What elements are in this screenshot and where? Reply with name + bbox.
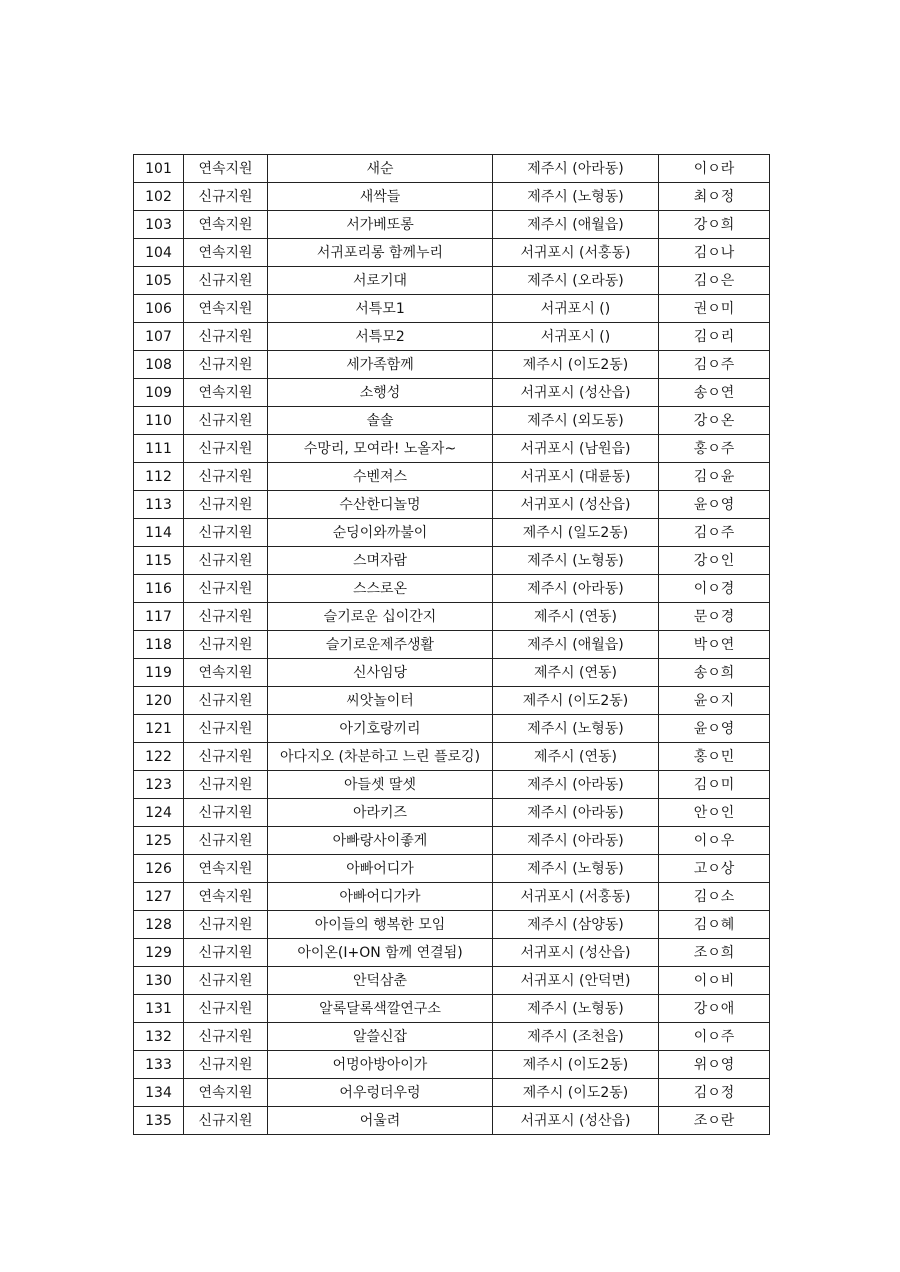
support-type-cell: 신규지원 <box>184 183 268 211</box>
representative-cell: 홍ㅇ민 <box>659 743 770 771</box>
group-name-cell: 아기호랑끼리 <box>268 715 493 743</box>
support-type-cell: 신규지원 <box>184 463 268 491</box>
table-row <box>134 295 770 323</box>
representative-cell: 김ㅇ정 <box>659 1079 770 1107</box>
row-number-cell: 114 <box>134 519 184 547</box>
representative-cell: 문ㅇ경 <box>659 603 770 631</box>
region-cell: 제주시 (일도2동) <box>493 519 659 547</box>
support-type-cell: 신규지원 <box>184 771 268 799</box>
representative-cell: 권ㅇ미 <box>659 295 770 323</box>
table-row <box>134 799 770 827</box>
group-name-cell: 신사임당 <box>268 659 493 687</box>
group-name-cell: 소행성 <box>268 379 493 407</box>
table-row <box>134 603 770 631</box>
representative-cell: 송ㅇ연 <box>659 379 770 407</box>
group-name-cell: 아이들의 행복한 모임 <box>268 911 493 939</box>
group-name-cell: 수벤져스 <box>268 463 493 491</box>
region-cell: 제주시 (아라동) <box>493 827 659 855</box>
representative-cell: 이ㅇ주 <box>659 1023 770 1051</box>
region-cell: 제주시 (이도2동) <box>493 1051 659 1079</box>
representative-cell: 박ㅇ연 <box>659 631 770 659</box>
table-row <box>134 1107 770 1135</box>
representative-cell: 최ㅇ정 <box>659 183 770 211</box>
table-row <box>134 1079 770 1107</box>
row-number-cell: 129 <box>134 939 184 967</box>
table-row <box>134 351 770 379</box>
representative-cell: 김ㅇ소 <box>659 883 770 911</box>
table-row <box>134 575 770 603</box>
group-name-cell: 아라키즈 <box>268 799 493 827</box>
representative-cell: 고ㅇ상 <box>659 855 770 883</box>
representative-cell: 강ㅇ희 <box>659 211 770 239</box>
table-row <box>134 183 770 211</box>
group-name-cell: 서특모2 <box>268 323 493 351</box>
row-number-cell: 128 <box>134 911 184 939</box>
support-type-cell: 신규지원 <box>184 743 268 771</box>
representative-cell: 강ㅇ온 <box>659 407 770 435</box>
region-cell: 서귀포시 (성산읍) <box>493 491 659 519</box>
table-row <box>134 687 770 715</box>
region-cell: 제주시 (외도동) <box>493 407 659 435</box>
support-type-cell: 신규지원 <box>184 799 268 827</box>
region-cell: 서귀포시 (대륜동) <box>493 463 659 491</box>
region-cell: 제주시 (노형동) <box>493 547 659 575</box>
group-name-cell: 아빠어디가카 <box>268 883 493 911</box>
group-name-cell: 아들셋 딸셋 <box>268 771 493 799</box>
table-row <box>134 155 770 183</box>
table-row <box>134 1023 770 1051</box>
group-name-cell: 수산한디놀멍 <box>268 491 493 519</box>
region-cell: 서귀포시 (서홍동) <box>493 883 659 911</box>
representative-cell: 김ㅇ나 <box>659 239 770 267</box>
row-number-cell: 121 <box>134 715 184 743</box>
row-number-cell: 134 <box>134 1079 184 1107</box>
group-name-cell: 알쓸신잡 <box>268 1023 493 1051</box>
representative-cell: 김ㅇ주 <box>659 519 770 547</box>
support-type-cell: 신규지원 <box>184 435 268 463</box>
group-list-table <box>133 154 770 1135</box>
row-number-cell: 130 <box>134 967 184 995</box>
support-type-cell: 신규지원 <box>184 715 268 743</box>
region-cell: 서귀포시 (성산읍) <box>493 379 659 407</box>
representative-cell: 김ㅇ윤 <box>659 463 770 491</box>
support-type-cell: 신규지원 <box>184 519 268 547</box>
group-name-cell: 알록달록색깔연구소 <box>268 995 493 1023</box>
group-name-cell: 아이온(I+ON 함께 연결됨) <box>268 939 493 967</box>
support-type-cell: 신규지원 <box>184 1107 268 1135</box>
support-type-cell: 신규지원 <box>184 911 268 939</box>
row-number-cell: 115 <box>134 547 184 575</box>
region-cell: 제주시 (이도2동) <box>493 1079 659 1107</box>
support-type-cell: 연속지원 <box>184 379 268 407</box>
support-type-cell: 연속지원 <box>184 155 268 183</box>
row-number-cell: 135 <box>134 1107 184 1135</box>
representative-cell: 김ㅇ혜 <box>659 911 770 939</box>
group-name-cell: 스스로온 <box>268 575 493 603</box>
table-row <box>134 491 770 519</box>
region-cell: 제주시 (아라동) <box>493 575 659 603</box>
row-number-cell: 124 <box>134 799 184 827</box>
representative-cell: 위ㅇ영 <box>659 1051 770 1079</box>
table-row <box>134 519 770 547</box>
region-cell: 서귀포시 (성산읍) <box>493 1107 659 1135</box>
row-number-cell: 101 <box>134 155 184 183</box>
table-row <box>134 855 770 883</box>
region-cell: 제주시 (조천읍) <box>493 1023 659 1051</box>
row-number-cell: 131 <box>134 995 184 1023</box>
table-row <box>134 435 770 463</box>
group-name-cell: 아다지오 (차분하고 느린 플로깅) <box>268 743 493 771</box>
region-cell: 제주시 (이도2동) <box>493 687 659 715</box>
row-number-cell: 109 <box>134 379 184 407</box>
support-type-cell: 연속지원 <box>184 295 268 323</box>
region-cell: 제주시 (오라동) <box>493 267 659 295</box>
row-number-cell: 118 <box>134 631 184 659</box>
row-number-cell: 122 <box>134 743 184 771</box>
representative-cell: 강ㅇ인 <box>659 547 770 575</box>
table-row <box>134 267 770 295</box>
row-number-cell: 132 <box>134 1023 184 1051</box>
support-type-cell: 신규지원 <box>184 687 268 715</box>
row-number-cell: 117 <box>134 603 184 631</box>
support-type-cell: 신규지원 <box>184 491 268 519</box>
representative-cell: 조ㅇ란 <box>659 1107 770 1135</box>
row-number-cell: 104 <box>134 239 184 267</box>
table-body <box>134 155 770 1135</box>
group-name-cell: 서귀포리롱 함께누리 <box>268 239 493 267</box>
region-cell: 제주시 (애월읍) <box>493 631 659 659</box>
representative-cell: 이ㅇ우 <box>659 827 770 855</box>
group-name-cell: 순딩이와까불이 <box>268 519 493 547</box>
support-type-cell: 신규지원 <box>184 631 268 659</box>
group-name-cell: 솔솔 <box>268 407 493 435</box>
group-name-cell: 스며자람 <box>268 547 493 575</box>
region-cell: 제주시 (애월읍) <box>493 211 659 239</box>
group-name-cell: 어멍아방아이가 <box>268 1051 493 1079</box>
support-type-cell: 신규지원 <box>184 1023 268 1051</box>
support-type-cell: 신규지원 <box>184 1051 268 1079</box>
table-row <box>134 211 770 239</box>
region-cell: 서귀포시 () <box>493 323 659 351</box>
table-row <box>134 1051 770 1079</box>
table-row <box>134 407 770 435</box>
representative-cell: 윤ㅇ지 <box>659 687 770 715</box>
group-name-cell: 세가족함께 <box>268 351 493 379</box>
representative-cell: 이ㅇ경 <box>659 575 770 603</box>
row-number-cell: 126 <box>134 855 184 883</box>
row-number-cell: 116 <box>134 575 184 603</box>
support-type-cell: 신규지원 <box>184 967 268 995</box>
table-row <box>134 883 770 911</box>
table-row <box>134 967 770 995</box>
group-name-cell: 아빠랑사이좋게 <box>268 827 493 855</box>
representative-cell: 김ㅇ리 <box>659 323 770 351</box>
region-cell: 제주시 (노형동) <box>493 855 659 883</box>
representative-cell: 김ㅇ주 <box>659 351 770 379</box>
row-number-cell: 107 <box>134 323 184 351</box>
support-type-cell: 신규지원 <box>184 351 268 379</box>
representative-cell: 이ㅇ라 <box>659 155 770 183</box>
region-cell: 제주시 (아라동) <box>493 799 659 827</box>
support-type-cell: 연속지원 <box>184 883 268 911</box>
group-name-cell: 어우렁더우렁 <box>268 1079 493 1107</box>
table-row <box>134 659 770 687</box>
table-row <box>134 743 770 771</box>
support-type-cell: 신규지원 <box>184 603 268 631</box>
row-number-cell: 108 <box>134 351 184 379</box>
group-name-cell: 안덕삼춘 <box>268 967 493 995</box>
row-number-cell: 105 <box>134 267 184 295</box>
group-name-cell: 슬기로운제주생활 <box>268 631 493 659</box>
table-row <box>134 379 770 407</box>
group-name-cell: 새순 <box>268 155 493 183</box>
region-cell: 서귀포시 (안덕면) <box>493 967 659 995</box>
row-number-cell: 127 <box>134 883 184 911</box>
region-cell: 제주시 (아라동) <box>493 771 659 799</box>
group-name-cell: 서특모1 <box>268 295 493 323</box>
region-cell: 제주시 (연동) <box>493 659 659 687</box>
representative-cell: 안ㅇ인 <box>659 799 770 827</box>
table-row <box>134 239 770 267</box>
support-type-cell: 신규지원 <box>184 939 268 967</box>
support-type-cell: 신규지원 <box>184 323 268 351</box>
region-cell: 서귀포시 (남원읍) <box>493 435 659 463</box>
group-name-cell: 서가베또롱 <box>268 211 493 239</box>
row-number-cell: 125 <box>134 827 184 855</box>
table-row <box>134 463 770 491</box>
region-cell: 제주시 (삼양동) <box>493 911 659 939</box>
group-name-cell: 서로기대 <box>268 267 493 295</box>
region-cell: 제주시 (노형동) <box>493 183 659 211</box>
region-cell: 제주시 (노형동) <box>493 715 659 743</box>
row-number-cell: 102 <box>134 183 184 211</box>
row-number-cell: 123 <box>134 771 184 799</box>
row-number-cell: 103 <box>134 211 184 239</box>
support-type-cell: 연속지원 <box>184 239 268 267</box>
representative-cell: 김ㅇ미 <box>659 771 770 799</box>
region-cell: 제주시 (연동) <box>493 743 659 771</box>
table-row <box>134 911 770 939</box>
group-name-cell: 아빠어디가 <box>268 855 493 883</box>
representative-cell: 조ㅇ희 <box>659 939 770 967</box>
table-row <box>134 323 770 351</box>
representative-cell: 김ㅇ은 <box>659 267 770 295</box>
group-name-cell: 수망리, 모여라! 노올자~ <box>268 435 493 463</box>
region-cell: 제주시 (이도2동) <box>493 351 659 379</box>
region-cell: 제주시 (아라동) <box>493 155 659 183</box>
row-number-cell: 113 <box>134 491 184 519</box>
support-type-cell: 신규지원 <box>184 267 268 295</box>
group-name-cell: 어울려 <box>268 1107 493 1135</box>
table-row <box>134 715 770 743</box>
representative-cell: 강ㅇ애 <box>659 995 770 1023</box>
row-number-cell: 119 <box>134 659 184 687</box>
table-row <box>134 547 770 575</box>
group-name-cell: 슬기로운 십이간지 <box>268 603 493 631</box>
support-type-cell: 신규지원 <box>184 407 268 435</box>
group-name-cell: 새싹들 <box>268 183 493 211</box>
row-number-cell: 110 <box>134 407 184 435</box>
region-cell: 제주시 (노형동) <box>493 995 659 1023</box>
support-type-cell: 신규지원 <box>184 547 268 575</box>
row-number-cell: 120 <box>134 687 184 715</box>
region-cell: 서귀포시 (서홍동) <box>493 239 659 267</box>
region-cell: 제주시 (연동) <box>493 603 659 631</box>
support-type-cell: 연속지원 <box>184 211 268 239</box>
table-row <box>134 827 770 855</box>
table-row <box>134 995 770 1023</box>
support-type-cell: 연속지원 <box>184 855 268 883</box>
region-cell: 서귀포시 () <box>493 295 659 323</box>
support-type-cell: 연속지원 <box>184 1079 268 1107</box>
table-row <box>134 631 770 659</box>
table-row <box>134 939 770 967</box>
representative-cell: 윤ㅇ영 <box>659 715 770 743</box>
row-number-cell: 133 <box>134 1051 184 1079</box>
support-type-cell: 신규지원 <box>184 995 268 1023</box>
support-type-cell: 신규지원 <box>184 827 268 855</box>
representative-cell: 송ㅇ희 <box>659 659 770 687</box>
row-number-cell: 112 <box>134 463 184 491</box>
table-row <box>134 771 770 799</box>
group-name-cell: 씨앗놀이터 <box>268 687 493 715</box>
support-type-cell: 신규지원 <box>184 575 268 603</box>
region-cell: 서귀포시 (성산읍) <box>493 939 659 967</box>
support-type-cell: 연속지원 <box>184 659 268 687</box>
representative-cell: 홍ㅇ주 <box>659 435 770 463</box>
representative-cell: 이ㅇ비 <box>659 967 770 995</box>
representative-cell: 윤ㅇ영 <box>659 491 770 519</box>
row-number-cell: 111 <box>134 435 184 463</box>
row-number-cell: 106 <box>134 295 184 323</box>
